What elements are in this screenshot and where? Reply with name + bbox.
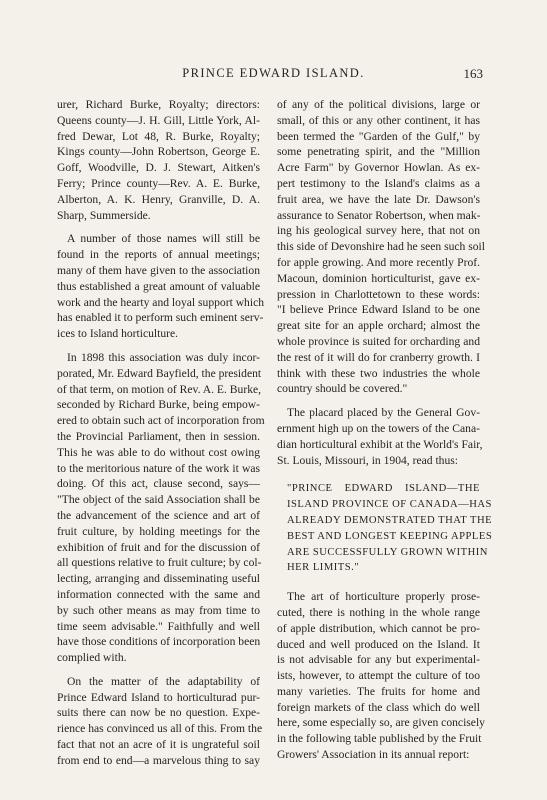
text-line: is not advisable for any but experimental- xyxy=(277,653,480,667)
text-line: foreign markets of the class which do well xyxy=(277,700,480,714)
text-line: of any of the political divisions, large or xyxy=(277,98,480,111)
paragraph-garden-of-gulf xyxy=(277,97,486,397)
text-line: Prince Edward Island to horticulturad pur- xyxy=(57,690,260,704)
text-line: porated, Mr. Edward Bayfield, the president xyxy=(57,366,262,380)
text-line: ists, however, to attempt the culture of too xyxy=(277,669,480,683)
text-line: great site for an apple orchard; almost the xyxy=(277,319,480,333)
left-column xyxy=(57,97,265,769)
running-title: PRINCE EDWARD ISLAND. xyxy=(182,66,365,80)
text-line: Goff, Woodville, D. J. Stewart, Aitken's xyxy=(57,161,260,175)
text-line: fruit culture, by holding meetings for the xyxy=(57,524,260,538)
text-line: information connected with the same and xyxy=(57,587,260,601)
text-line: this side of Devonshire had he seen such soil xyxy=(277,240,486,254)
text-line: whole province is suited for orcharding and xyxy=(277,334,480,348)
text-line: In 1898 this association was duly incor- xyxy=(67,350,260,364)
text-line: the Provincial Parliament, then in session. xyxy=(57,429,260,443)
page-header xyxy=(0,66,547,86)
text-line: ALREADY DEMONSTRATED THAT THE xyxy=(287,514,493,526)
text-line: lecting, arranging and disseminating useful xyxy=(57,572,260,586)
text-line: The art of horticulture properly prose- xyxy=(287,590,480,604)
text-line: think with these two industries the whole xyxy=(277,366,480,380)
paragraph-placard xyxy=(277,405,483,468)
text-line: fact that not an acre of it is ungrateful soil xyxy=(57,738,260,752)
text-line: ARE SUCCESSFULLY GROWN WITHIN xyxy=(287,546,488,558)
text-line: BEST AND LONGEST KEEPING APPLES xyxy=(287,530,493,542)
text-line: some penetrating spirit, and the "Million xyxy=(277,145,480,159)
text-line: has enabled it to perform such eminent serv- xyxy=(57,311,264,325)
text-line: many varieties. The fruits for home and xyxy=(277,684,480,698)
text-line: urer, Richard Burke, Royalty; directors: xyxy=(57,98,260,111)
text-line: suits there can now be no question. Expe- xyxy=(57,706,260,720)
paragraph-directors xyxy=(57,97,260,223)
text-line: complied with. xyxy=(57,651,127,665)
text-line: "The object of the said Association shall be xyxy=(57,493,260,507)
text-line: have those conditions of incorporation been xyxy=(57,635,261,649)
text-line: fred Dewar, Lot 48, R. Burke, Royalty; xyxy=(57,129,260,143)
text-line: in the following table published by the Fruit xyxy=(277,732,482,746)
paragraph-names xyxy=(57,231,265,342)
text-line: the advancement of the science and art of xyxy=(57,508,260,522)
text-line: exhibition of fruit and for the discussion of xyxy=(57,540,260,554)
text-line: pression in Charlottetown to these words: xyxy=(277,287,480,301)
text-line: "I believe Prince Edward Island to be one xyxy=(277,303,480,317)
paragraph-incorporation xyxy=(57,350,265,666)
text-line: by such other means as may from time to xyxy=(57,603,260,617)
text-line: Sharp, Summerside. xyxy=(57,208,151,222)
text-line: fruit area, we have the late Dr. Dawson's xyxy=(277,192,480,206)
text-line: Kings county—John Robertson, George E. xyxy=(57,145,260,159)
text-line: of apple distribution, which cannot be pro- xyxy=(277,621,480,635)
text-line: HER LIMITS." xyxy=(287,562,360,574)
text-line: all questions relative to fruit culture; by col- xyxy=(57,556,262,570)
text-line: Ferry; Prince county—Rev. A. E. Burke, xyxy=(57,176,260,190)
text-line: Alberton, A. K. Henry, Granville, D. A. xyxy=(57,192,260,206)
text-line: Growers' Association in its annual report: xyxy=(277,748,470,762)
text-line: The placard placed by the General Gov- xyxy=(287,406,480,420)
text-line: seconded by Richard Burke, being empow- xyxy=(57,398,260,412)
text-line: found in the reports of annual meetings; xyxy=(57,248,260,262)
text-line: doing. Of this act, clause second, says— xyxy=(57,477,260,491)
text-line: dian horticultural exhibit at the World's Fair, xyxy=(277,437,483,451)
text-line: duced and well produced on the Island. It xyxy=(277,637,480,651)
placard-quote xyxy=(277,481,493,576)
text-line: here, some especially so, are given concisely xyxy=(277,716,485,730)
right-column xyxy=(277,97,493,763)
text-line: work and the hearty and loyal support which xyxy=(57,295,265,309)
text-line: for apple growing. And more recently Prof. xyxy=(277,255,480,269)
text-line: ing his geological survey here, that not on xyxy=(277,224,480,238)
text-line: from end to end—a marvelous thing to say xyxy=(57,753,260,767)
text-line: ernment high up on the towers of the Cana- xyxy=(277,421,480,435)
text-line: rience has convinced us all of this. From the xyxy=(57,722,263,736)
text-line: ered to obtain such act of incorporation from xyxy=(57,414,265,428)
paragraph-horticulture xyxy=(277,589,485,763)
text-line: This he was able to do without cost owing xyxy=(57,445,260,459)
text-line: assurance to Senator Robertson, when mak- xyxy=(277,208,481,222)
text-line: thus established a great amount of valuable xyxy=(57,279,260,293)
text-line: On the matter of the adaptability of xyxy=(67,674,260,688)
text-line: the rest of it will do for cranberry growth. I xyxy=(277,350,480,364)
text-line: ices to Island horticulture. xyxy=(57,327,179,341)
text-line: "PRINCE EDWARD ISLAND—THE xyxy=(287,483,480,495)
text-line: pert testimony to the Island's claims as a xyxy=(277,176,480,190)
text-line: country should be covered." xyxy=(277,382,408,396)
text-line: Queens county—J. H. Gill, Little York, Al- xyxy=(57,113,260,127)
text-line: St. Louis, Missouri, in 1904, read thus: xyxy=(277,453,458,467)
text-line: time seem advisable." Faithfully and well xyxy=(57,619,260,633)
text-line: Acre Farm" by Governor Howlan. As ex- xyxy=(277,161,480,175)
text-line: been termed the "Garden of the Gulf," by xyxy=(277,129,480,143)
paragraph-adaptability xyxy=(57,674,263,769)
text-line: small, of this or any other continent, it has xyxy=(277,113,480,127)
text-line: A number of those names will still be xyxy=(67,232,260,246)
text-line: of that term, on motion of Rev. A. E. Burke, xyxy=(57,382,262,396)
text-line: many of them have given to the association xyxy=(57,263,260,277)
text-line: cuted, there is nothing in the whole range xyxy=(277,605,480,619)
page-number: 163 xyxy=(463,66,483,81)
text-line: Macoun, dominion horticulturist, gave ex- xyxy=(277,271,480,285)
text-line: ISLAND PROVINCE OF CANADA—HAS xyxy=(287,499,492,511)
text-line: to the meritorious nature of the work it was xyxy=(57,461,260,475)
